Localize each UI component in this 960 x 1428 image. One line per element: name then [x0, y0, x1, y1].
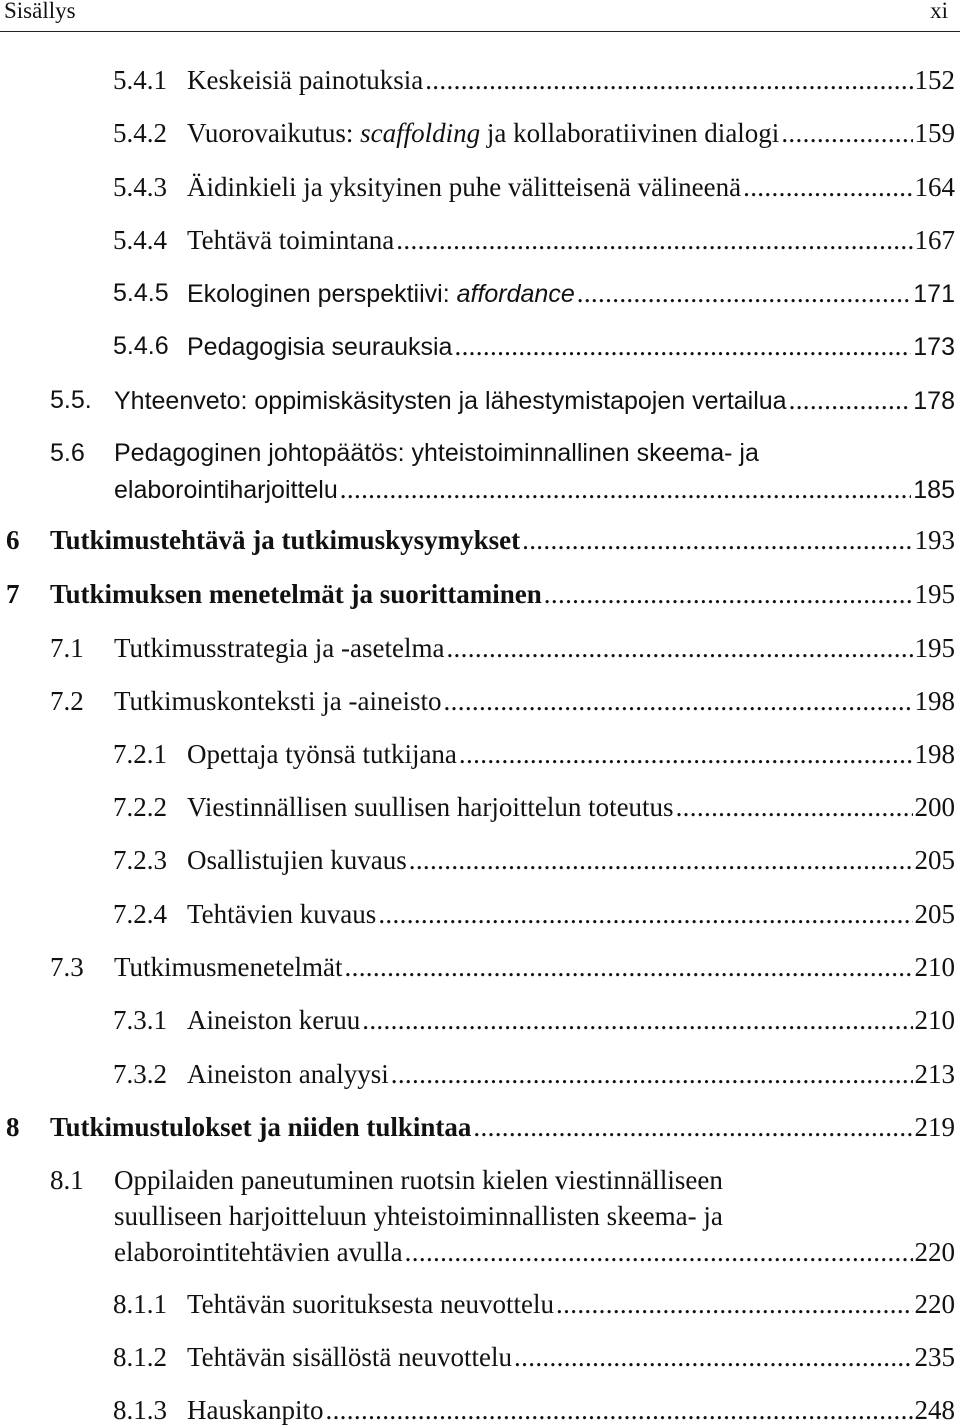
dot-leader: [781, 115, 912, 151]
toc-entry-title: Opettaja työnsä tutkijana: [187, 739, 457, 769]
toc-entry-page: 152: [914, 65, 955, 95]
toc-entry-number: 7.3.2: [113, 1059, 167, 1089]
toc-entry-page: 173: [913, 333, 955, 361]
dot-leader: [409, 842, 913, 878]
toc-entry-title: Tehtävän sisällöstä neuvottelu: [187, 1342, 513, 1372]
dot-leader: [743, 169, 912, 205]
toc-entry-title: Tutkimusmenetelmät: [114, 952, 343, 982]
toc-entry-number: 8: [6, 1112, 20, 1142]
toc-entry-page: 248: [914, 1395, 955, 1425]
dot-leader: [425, 62, 912, 98]
toc-entry-title: Tehtävän suorituksesta neuvottelu: [187, 1289, 555, 1319]
running-header: [0, 0, 960, 32]
toc-entry-number: 7.3: [50, 952, 84, 982]
toc-entry-page: 195: [914, 579, 955, 609]
toc-entry-number: 5.6: [50, 439, 85, 467]
dot-leader: [544, 576, 913, 612]
toc-entry-number: 7.2.2: [113, 792, 167, 822]
toc-entry-number: 8.1.1: [113, 1289, 167, 1319]
toc-entry-title: Pedagogisia seurauksia: [187, 333, 453, 361]
toc-entry-number: 8.1.2: [113, 1342, 167, 1372]
toc-entry-page: 164: [914, 172, 955, 202]
toc-entry-number: 7.3.1: [113, 1005, 167, 1035]
toc-entry-title: Aineiston keruu: [187, 1005, 361, 1035]
toc-entry-page: 205: [914, 899, 955, 929]
toc-entry-number: 8.1.3: [113, 1395, 167, 1425]
toc-entry-page: 210: [914, 952, 955, 982]
toc-entry-page: 178: [913, 387, 955, 415]
dot-leader: [556, 1286, 912, 1322]
toc-entry-page: 219: [914, 1112, 955, 1142]
toc-entry-title: Aineiston analyysi: [187, 1059, 389, 1089]
toc-entry-title: Tutkimuskonteksti ja -aineisto: [114, 686, 442, 716]
toc-entry-title: Yhteenveto: oppimiskäsitysten ja lähestymistapojen vertailua: [114, 387, 787, 415]
toc-entry-title: elaborointitehtävien avulla: [114, 1237, 403, 1267]
toc-entry-title-line: suulliseen harjoitteluun yhteistoiminnallisten skeema- ja: [114, 1201, 723, 1231]
toc-entry-title: Hauskanpito: [187, 1395, 324, 1425]
toc-entry-title: Osallistujien kuvaus: [187, 845, 407, 875]
toc-entry-title: Tutkimustehtävä ja tutkimuskysymykset: [50, 525, 521, 555]
toc-entry-page: 198: [914, 686, 955, 716]
dot-leader: [454, 328, 911, 364]
toc-entry-title: Tutkimuksen menetelmät ja suorittaminen: [50, 579, 542, 609]
toc-entry-page: 195: [914, 633, 955, 663]
toc-entry-number: 7.2.1: [113, 739, 167, 769]
toc-entry-title: Tehtävien kuvaus: [187, 899, 377, 929]
header-page-number: xi: [930, 0, 948, 23]
header-section-title: Sisällys: [4, 0, 76, 23]
dot-leader: [396, 222, 912, 258]
dot-leader: [676, 789, 913, 825]
toc-entry-page: 210: [914, 1005, 955, 1035]
toc-entry-number: 7.2: [50, 686, 84, 716]
dot-leader: [444, 683, 913, 719]
toc-entry-number: 8.1: [50, 1165, 84, 1195]
dot-leader: [362, 1002, 912, 1038]
toc-entry-page: 205: [914, 845, 955, 875]
toc-entry-number: 5.5.: [50, 386, 92, 414]
toc-entry-page: 159: [914, 118, 955, 148]
header-rule: [0, 31, 960, 32]
dot-leader: [325, 1392, 912, 1428]
toc-entry-title: Tutkimustulokset ja niiden tulkintaa: [50, 1112, 472, 1142]
dot-leader: [473, 1109, 912, 1145]
toc-entry-page: 198: [914, 739, 955, 769]
toc-entry-title: Äidinkieli ja yksityinen puhe välitteisenä välineenä: [187, 172, 742, 202]
toc-entry-title: elaborointiharjoittelu: [114, 476, 338, 504]
toc-entry-title: Keskeisiä painotuksia: [187, 65, 424, 95]
toc-entry-page: 185: [913, 476, 955, 504]
toc-entry-page: 235: [914, 1342, 955, 1372]
toc-entry-title-line: Oppilaiden paneutuminen ruotsin kielen viestinnälliseen: [114, 1165, 723, 1195]
italic-term: affordance: [456, 280, 575, 308]
toc-entry-page: 220: [914, 1289, 955, 1319]
toc-entry-title-line: Pedagoginen johtopäätös: yhteistoiminnallinen skeema- ja: [114, 439, 759, 467]
dot-leader: [345, 949, 913, 985]
dot-leader: [378, 896, 912, 932]
italic-term: scaffolding: [360, 118, 481, 148]
toc-entry-number: 6: [6, 525, 20, 555]
dot-leader: [522, 522, 912, 558]
toc-entry-page: 171: [913, 280, 955, 308]
toc-entry-number: 7: [6, 579, 20, 609]
dot-leader: [514, 1339, 912, 1375]
toc-entry-page: 220: [914, 1237, 955, 1267]
dot-leader: [577, 275, 912, 311]
toc-entry-number: 5.4.2: [113, 118, 167, 148]
dot-leader: [459, 736, 913, 772]
dot-leader: [391, 1056, 913, 1092]
toc-entry-title: Tehtävä toimintana: [187, 225, 395, 255]
toc-entry-number: 5.4.3: [113, 172, 167, 202]
toc-entry-title: Ekologinen perspektiivi: affordance: [187, 280, 575, 308]
toc-entry-title: Tutkimusstrategia ja -asetelma: [114, 633, 445, 663]
dot-leader: [789, 382, 912, 418]
toc-entry-title: Vuorovaikutus: scaffolding ja kollaboratiivinen dialogi: [187, 118, 780, 148]
toc-entry-title: Viestinnällisen suullisen harjoittelun toteutus: [187, 792, 674, 822]
toc-entry-number: 7.2.3: [113, 845, 167, 875]
toc-entry-page: 200: [914, 792, 955, 822]
toc-entry-page: 167: [914, 225, 955, 255]
toc-entry-number: 7.1: [50, 633, 84, 663]
toc-entry-number: 5.4.6: [113, 332, 169, 360]
toc-entry-number: 7.2.4: [113, 899, 167, 929]
toc-entry-number: 5.4.1: [113, 65, 167, 95]
toc-entry-page: 213: [914, 1059, 955, 1089]
dot-leader: [446, 630, 912, 666]
dot-leader: [405, 1234, 913, 1270]
dot-leader: [340, 471, 912, 507]
toc-entry-number: 5.4.5: [113, 279, 169, 307]
toc-entry-page: 193: [914, 525, 955, 555]
toc-entry-number: 5.4.4: [113, 225, 167, 255]
